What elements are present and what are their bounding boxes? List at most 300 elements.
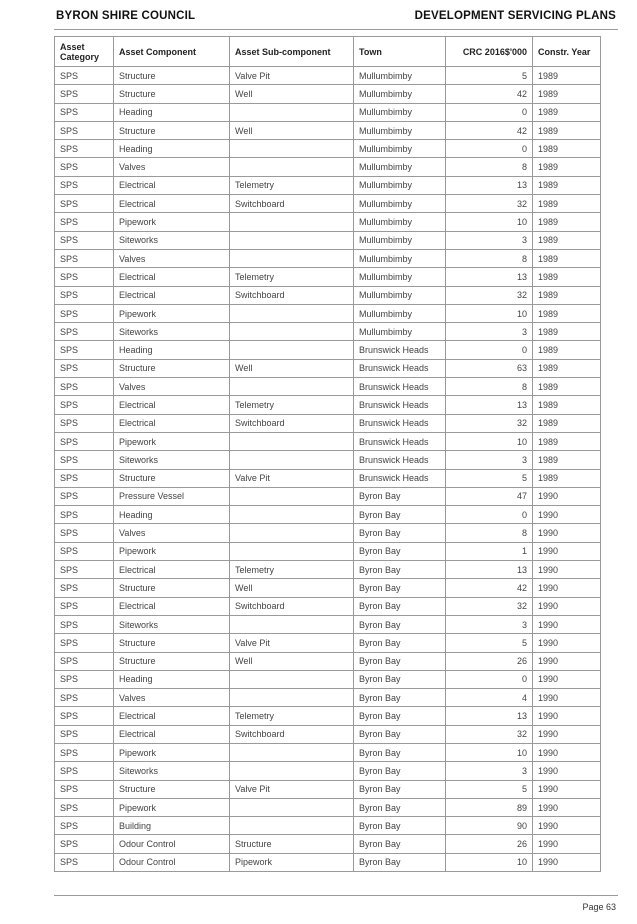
cell-year: 1989	[533, 432, 601, 450]
cell-category: SPS	[55, 780, 114, 798]
cell-town: Brunswick Heads	[354, 469, 446, 487]
cell-category: SPS	[55, 286, 114, 304]
cell-town: Byron Bay	[354, 524, 446, 542]
cell-component: Valves	[114, 158, 230, 176]
cell-crc: 8	[446, 158, 533, 176]
cell-crc: 63	[446, 359, 533, 377]
cell-year: 1989	[533, 140, 601, 158]
cell-year: 1989	[533, 451, 601, 469]
cell-subcomponent	[230, 304, 354, 322]
cell-year: 1990	[533, 817, 601, 835]
cell-year: 1989	[533, 249, 601, 267]
cell-category: SPS	[55, 615, 114, 633]
table-row	[55, 341, 601, 359]
cell-year: 1990	[533, 743, 601, 761]
cell-category: SPS	[55, 268, 114, 286]
cell-component: Valves	[114, 378, 230, 396]
cell-category: SPS	[55, 689, 114, 707]
cell-crc: 26	[446, 652, 533, 670]
cell-component: Pipework	[114, 743, 230, 761]
cell-crc: 32	[446, 725, 533, 743]
cell-category: SPS	[55, 341, 114, 359]
cell-town: Brunswick Heads	[354, 451, 446, 469]
cell-category: SPS	[55, 725, 114, 743]
table-header-row	[55, 37, 601, 67]
asset-table	[54, 36, 601, 872]
cell-subcomponent: Pipework	[230, 853, 354, 871]
cell-component: Siteworks	[114, 615, 230, 633]
cell-town: Mullumbimby	[354, 304, 446, 322]
cell-category: SPS	[55, 359, 114, 377]
column-header-town: Town	[354, 37, 446, 67]
cell-component: Heading	[114, 341, 230, 359]
cell-subcomponent	[230, 689, 354, 707]
cell-town: Mullumbimby	[354, 103, 446, 121]
cell-category: SPS	[55, 597, 114, 615]
cell-crc: 8	[446, 524, 533, 542]
cell-category: SPS	[55, 707, 114, 725]
cell-town: Byron Bay	[354, 780, 446, 798]
table-row	[55, 158, 601, 176]
cell-town: Byron Bay	[354, 817, 446, 835]
cell-subcomponent	[230, 213, 354, 231]
cell-town: Mullumbimby	[354, 121, 446, 139]
cell-category: SPS	[55, 304, 114, 322]
table-row	[55, 506, 601, 524]
organization-name: BYRON SHIRE COUNCIL	[56, 10, 196, 22]
cell-year: 1990	[533, 561, 601, 579]
table-row	[55, 359, 601, 377]
cell-category: SPS	[55, 249, 114, 267]
cell-town: Mullumbimby	[354, 195, 446, 213]
cell-town: Byron Bay	[354, 835, 446, 853]
table-row	[55, 67, 601, 85]
cell-subcomponent: Valve Pit	[230, 634, 354, 652]
table-row	[55, 853, 601, 871]
cell-crc: 89	[446, 798, 533, 816]
cell-component: Siteworks	[114, 762, 230, 780]
table-row	[55, 615, 601, 633]
table-row	[55, 670, 601, 688]
cell-subcomponent: Valve Pit	[230, 67, 354, 85]
cell-crc: 10	[446, 853, 533, 871]
cell-subcomponent: Telemetry	[230, 268, 354, 286]
cell-year: 1989	[533, 414, 601, 432]
cell-year: 1989	[533, 304, 601, 322]
table-row	[55, 835, 601, 853]
cell-category: SPS	[55, 103, 114, 121]
cell-component: Heading	[114, 506, 230, 524]
cell-component: Odour Control	[114, 835, 230, 853]
cell-year: 1989	[533, 359, 601, 377]
cell-town: Byron Bay	[354, 615, 446, 633]
cell-subcomponent	[230, 743, 354, 761]
table-row	[55, 396, 601, 414]
table-row	[55, 249, 601, 267]
table-row	[55, 689, 601, 707]
cell-component: Structure	[114, 634, 230, 652]
cell-category: SPS	[55, 213, 114, 231]
cell-crc: 3	[446, 323, 533, 341]
cell-year: 1989	[533, 67, 601, 85]
cell-subcomponent	[230, 670, 354, 688]
cell-town: Byron Bay	[354, 798, 446, 816]
cell-year: 1989	[533, 195, 601, 213]
cell-town: Brunswick Heads	[354, 414, 446, 432]
cell-town: Mullumbimby	[354, 176, 446, 194]
cell-subcomponent: Structure	[230, 835, 354, 853]
table-row	[55, 817, 601, 835]
table-row	[55, 707, 601, 725]
cell-subcomponent: Valve Pit	[230, 469, 354, 487]
cell-subcomponent: Valve Pit	[230, 780, 354, 798]
cell-subcomponent: Well	[230, 121, 354, 139]
cell-crc: 5	[446, 634, 533, 652]
cell-crc: 1	[446, 542, 533, 560]
cell-subcomponent	[230, 323, 354, 341]
cell-subcomponent: Telemetry	[230, 396, 354, 414]
cell-component: Pressure Vessel	[114, 487, 230, 505]
cell-category: SPS	[55, 798, 114, 816]
cell-subcomponent	[230, 542, 354, 560]
cell-subcomponent	[230, 817, 354, 835]
cell-crc: 13	[446, 176, 533, 194]
cell-year: 1990	[533, 725, 601, 743]
cell-year: 1990	[533, 689, 601, 707]
cell-subcomponent: Telemetry	[230, 561, 354, 579]
cell-town: Mullumbimby	[354, 140, 446, 158]
cell-category: SPS	[55, 451, 114, 469]
header-divider	[54, 29, 618, 30]
cell-crc: 3	[446, 451, 533, 469]
cell-year: 1990	[533, 853, 601, 871]
cell-subcomponent	[230, 231, 354, 249]
column-header-subcomponent: Asset Sub-component	[230, 37, 354, 67]
table-row	[55, 213, 601, 231]
cell-subcomponent: Telemetry	[230, 176, 354, 194]
cell-category: SPS	[55, 652, 114, 670]
table-row	[55, 195, 601, 213]
cell-subcomponent: Well	[230, 85, 354, 103]
cell-component: Electrical	[114, 725, 230, 743]
cell-year: 1990	[533, 579, 601, 597]
cell-category: SPS	[55, 561, 114, 579]
cell-subcomponent	[230, 378, 354, 396]
cell-subcomponent: Telemetry	[230, 707, 354, 725]
cell-category: SPS	[55, 67, 114, 85]
cell-crc: 0	[446, 103, 533, 121]
cell-subcomponent	[230, 103, 354, 121]
table-row	[55, 487, 601, 505]
cell-category: SPS	[55, 743, 114, 761]
cell-category: SPS	[55, 195, 114, 213]
cell-crc: 10	[446, 304, 533, 322]
cell-crc: 0	[446, 140, 533, 158]
cell-component: Structure	[114, 469, 230, 487]
cell-component: Electrical	[114, 561, 230, 579]
cell-year: 1990	[533, 597, 601, 615]
cell-year: 1989	[533, 121, 601, 139]
cell-component: Electrical	[114, 396, 230, 414]
cell-town: Byron Bay	[354, 689, 446, 707]
cell-subcomponent: Switchboard	[230, 725, 354, 743]
cell-category: SPS	[55, 762, 114, 780]
cell-town: Mullumbimby	[354, 268, 446, 286]
cell-subcomponent: Well	[230, 359, 354, 377]
cell-town: Byron Bay	[354, 853, 446, 871]
table-row	[55, 268, 601, 286]
cell-town: Mullumbimby	[354, 249, 446, 267]
cell-year: 1989	[533, 213, 601, 231]
footer-divider	[54, 895, 618, 896]
cell-category: SPS	[55, 414, 114, 432]
cell-town: Mullumbimby	[354, 67, 446, 85]
cell-component: Heading	[114, 140, 230, 158]
cell-component: Pipework	[114, 542, 230, 560]
cell-category: SPS	[55, 542, 114, 560]
cell-subcomponent	[230, 158, 354, 176]
table-row	[55, 414, 601, 432]
table-row	[55, 304, 601, 322]
cell-category: SPS	[55, 670, 114, 688]
cell-component: Electrical	[114, 195, 230, 213]
table-row	[55, 743, 601, 761]
cell-town: Byron Bay	[354, 670, 446, 688]
table-row	[55, 323, 601, 341]
cell-town: Brunswick Heads	[354, 396, 446, 414]
cell-subcomponent	[230, 432, 354, 450]
cell-crc: 13	[446, 707, 533, 725]
cell-year: 1989	[533, 396, 601, 414]
cell-subcomponent: Switchboard	[230, 414, 354, 432]
cell-crc: 8	[446, 249, 533, 267]
table-body	[55, 67, 601, 872]
column-header-year: Constr. Year	[533, 37, 601, 67]
cell-year: 1989	[533, 341, 601, 359]
cell-category: SPS	[55, 121, 114, 139]
cell-component: Heading	[114, 670, 230, 688]
cell-component: Structure	[114, 780, 230, 798]
cell-town: Mullumbimby	[354, 213, 446, 231]
cell-town: Mullumbimby	[354, 231, 446, 249]
cell-component: Pipework	[114, 213, 230, 231]
table-row	[55, 780, 601, 798]
cell-subcomponent	[230, 506, 354, 524]
cell-town: Brunswick Heads	[354, 341, 446, 359]
cell-crc: 10	[446, 743, 533, 761]
cell-town: Byron Bay	[354, 634, 446, 652]
cell-crc: 13	[446, 561, 533, 579]
cell-year: 1989	[533, 268, 601, 286]
table-row	[55, 725, 601, 743]
cell-town: Byron Bay	[354, 579, 446, 597]
cell-crc: 32	[446, 286, 533, 304]
cell-subcomponent	[230, 524, 354, 542]
column-header-component: Asset Component	[114, 37, 230, 67]
table-row	[55, 561, 601, 579]
cell-crc: 32	[446, 597, 533, 615]
cell-subcomponent: Switchboard	[230, 597, 354, 615]
cell-year: 1990	[533, 652, 601, 670]
cell-crc: 5	[446, 67, 533, 85]
cell-year: 1989	[533, 469, 601, 487]
cell-subcomponent: Switchboard	[230, 195, 354, 213]
cell-component: Electrical	[114, 597, 230, 615]
cell-year: 1990	[533, 670, 601, 688]
cell-subcomponent	[230, 762, 354, 780]
cell-crc: 0	[446, 341, 533, 359]
cell-year: 1990	[533, 707, 601, 725]
cell-component: Electrical	[114, 707, 230, 725]
cell-year: 1990	[533, 835, 601, 853]
cell-subcomponent: Switchboard	[230, 286, 354, 304]
table-row	[55, 432, 601, 450]
document-title: DEVELOPMENT SERVICING PLANS	[414, 10, 616, 22]
cell-town: Byron Bay	[354, 542, 446, 560]
cell-crc: 32	[446, 414, 533, 432]
cell-crc: 10	[446, 432, 533, 450]
cell-year: 1990	[533, 798, 601, 816]
cell-year: 1989	[533, 323, 601, 341]
cell-subcomponent	[230, 341, 354, 359]
cell-town: Byron Bay	[354, 707, 446, 725]
cell-subcomponent: Well	[230, 652, 354, 670]
cell-town: Brunswick Heads	[354, 432, 446, 450]
cell-component: Pipework	[114, 304, 230, 322]
cell-category: SPS	[55, 506, 114, 524]
cell-component: Odour Control	[114, 853, 230, 871]
cell-crc: 42	[446, 579, 533, 597]
cell-year: 1990	[533, 780, 601, 798]
cell-crc: 13	[446, 268, 533, 286]
cell-component: Pipework	[114, 432, 230, 450]
table-row	[55, 597, 601, 615]
cell-component: Siteworks	[114, 451, 230, 469]
cell-crc: 13	[446, 396, 533, 414]
cell-category: SPS	[55, 634, 114, 652]
cell-category: SPS	[55, 524, 114, 542]
cell-category: SPS	[55, 378, 114, 396]
cell-component: Structure	[114, 579, 230, 597]
cell-subcomponent	[230, 798, 354, 816]
table-row	[55, 579, 601, 597]
cell-component: Heading	[114, 103, 230, 121]
cell-subcomponent	[230, 451, 354, 469]
cell-crc: 5	[446, 780, 533, 798]
cell-category: SPS	[55, 140, 114, 158]
cell-category: SPS	[55, 176, 114, 194]
cell-crc: 0	[446, 506, 533, 524]
cell-year: 1990	[533, 487, 601, 505]
cell-component: Electrical	[114, 286, 230, 304]
cell-category: SPS	[55, 817, 114, 835]
table-row	[55, 176, 601, 194]
cell-year: 1989	[533, 103, 601, 121]
column-header-crc: CRC 2016$'000	[446, 37, 533, 67]
cell-subcomponent	[230, 615, 354, 633]
cell-year: 1990	[533, 615, 601, 633]
cell-year: 1989	[533, 85, 601, 103]
cell-crc: 47	[446, 487, 533, 505]
cell-component: Valves	[114, 524, 230, 542]
cell-town: Mullumbimby	[354, 323, 446, 341]
cell-town: Byron Bay	[354, 725, 446, 743]
table-row	[55, 634, 601, 652]
cell-category: SPS	[55, 579, 114, 597]
cell-crc: 4	[446, 689, 533, 707]
cell-year: 1989	[533, 231, 601, 249]
cell-year: 1990	[533, 506, 601, 524]
cell-year: 1990	[533, 542, 601, 560]
cell-town: Byron Bay	[354, 506, 446, 524]
table-row	[55, 798, 601, 816]
table-row	[55, 451, 601, 469]
cell-crc: 5	[446, 469, 533, 487]
cell-subcomponent	[230, 249, 354, 267]
cell-year: 1989	[533, 158, 601, 176]
cell-year: 1990	[533, 762, 601, 780]
cell-crc: 3	[446, 762, 533, 780]
cell-component: Electrical	[114, 414, 230, 432]
table-row	[55, 524, 601, 542]
cell-category: SPS	[55, 231, 114, 249]
cell-town: Byron Bay	[354, 597, 446, 615]
table-row	[55, 121, 601, 139]
cell-crc: 3	[446, 615, 533, 633]
cell-year: 1990	[533, 634, 601, 652]
cell-component: Electrical	[114, 268, 230, 286]
cell-town: Byron Bay	[354, 762, 446, 780]
cell-component: Structure	[114, 85, 230, 103]
cell-town: Byron Bay	[354, 561, 446, 579]
table-row	[55, 469, 601, 487]
cell-component: Siteworks	[114, 231, 230, 249]
cell-crc: 3	[446, 231, 533, 249]
cell-component: Structure	[114, 359, 230, 377]
cell-subcomponent	[230, 140, 354, 158]
cell-category: SPS	[55, 158, 114, 176]
cell-year: 1990	[533, 524, 601, 542]
table-row	[55, 652, 601, 670]
cell-crc: 26	[446, 835, 533, 853]
cell-category: SPS	[55, 469, 114, 487]
cell-town: Mullumbimby	[354, 286, 446, 304]
cell-component: Valves	[114, 689, 230, 707]
table-row	[55, 103, 601, 121]
cell-component: Siteworks	[114, 323, 230, 341]
cell-category: SPS	[55, 396, 114, 414]
cell-crc: 10	[446, 213, 533, 231]
cell-component: Building	[114, 817, 230, 835]
cell-town: Mullumbimby	[354, 158, 446, 176]
cell-crc: 42	[446, 121, 533, 139]
column-header-category: Asset Category	[55, 37, 114, 67]
cell-component: Structure	[114, 121, 230, 139]
cell-year: 1989	[533, 176, 601, 194]
cell-crc: 0	[446, 670, 533, 688]
cell-component: Pipework	[114, 798, 230, 816]
cell-category: SPS	[55, 835, 114, 853]
cell-town: Byron Bay	[354, 487, 446, 505]
page-number: Page 63	[582, 902, 616, 912]
cell-town: Brunswick Heads	[354, 359, 446, 377]
table-row	[55, 542, 601, 560]
table-row	[55, 286, 601, 304]
table-row	[55, 762, 601, 780]
cell-category: SPS	[55, 487, 114, 505]
cell-crc: 90	[446, 817, 533, 835]
cell-category: SPS	[55, 853, 114, 871]
